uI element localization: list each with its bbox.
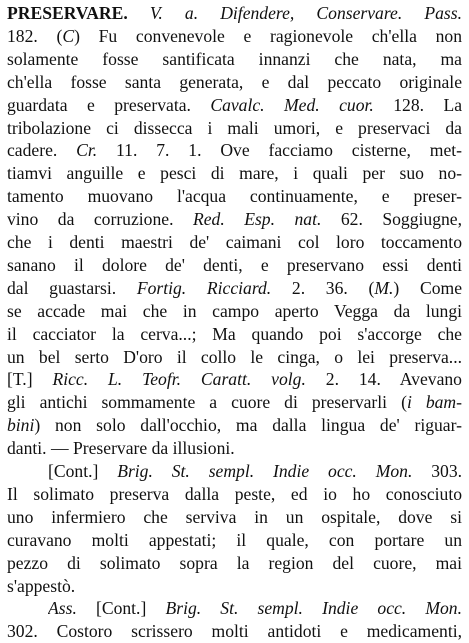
text-segment: Il solimato preserva dalla peste, ed io ho conosciuto xyxy=(7,483,462,504)
italic-text: i bam- xyxy=(406,392,462,413)
text-line xyxy=(7,529,462,552)
text-line xyxy=(7,620,462,643)
text-segment: 62. Soggiugne, xyxy=(321,209,462,230)
text-segment: pezzo di solimato sopra la region del cuore, mai xyxy=(7,552,462,573)
text-segment: 2. 14. Avevano xyxy=(305,369,462,390)
text-segment: solamente fosse santificata innanzi che nata, ma xyxy=(7,48,462,69)
text-line xyxy=(7,552,462,575)
text-line xyxy=(7,94,462,117)
text-segment: tribolazione ci dissecca i mali umori, e preservaci da xyxy=(7,117,462,138)
text-segment: vino da corruzione. xyxy=(7,209,193,230)
text-line xyxy=(7,437,462,460)
text-line xyxy=(7,231,462,254)
text-line xyxy=(7,117,462,140)
italic-text: Cavalc. Med. cuor. xyxy=(210,94,374,115)
text-line xyxy=(7,208,462,231)
italic-text: bini xyxy=(7,415,35,436)
text-line xyxy=(7,414,462,437)
italic-text: Ass. xyxy=(48,598,77,619)
text-segment: guardata e preservata. xyxy=(7,94,211,115)
italic-text: Red. Esp. nat. xyxy=(192,209,322,230)
text-line xyxy=(7,391,462,414)
text-line xyxy=(7,323,462,346)
text-segment: [Cont.] xyxy=(48,461,118,481)
text-segment: un bel serto D'oro il collo le cinga, o lei preserva... xyxy=(7,346,462,367)
text-segment: il cacciator la cerva...; Ma quando poi s'accorge che xyxy=(7,323,462,344)
text-segment: tiamvi anguille e pesci di mare, i quali per suo no- xyxy=(7,163,462,184)
text-segment: 11. 7. 1. Ove facciamo cisterne, met- xyxy=(97,140,462,161)
text-line xyxy=(7,368,462,391)
text-segment: danti. — Preservare da illusioni. xyxy=(7,438,235,459)
text-line xyxy=(7,254,462,277)
text-segment: ) Fu convenevole e ragionevole ch'ella non xyxy=(74,25,462,46)
text-segment: che i denti maestri de' caimani col loro toccamento xyxy=(7,232,462,252)
text-segment: 2. 36. ( xyxy=(271,277,375,298)
text-segment: se accade mai che in campo aperto Vegga da lungi xyxy=(7,300,462,321)
text-line xyxy=(7,506,462,529)
text-segment: [Cont.] xyxy=(76,598,166,619)
text-segment: dal guastarsi. xyxy=(7,277,137,298)
text-segment: gli antichi sommamente a cuore di preservarli ( xyxy=(7,392,407,413)
italic-text: C xyxy=(62,25,75,46)
text-line xyxy=(7,25,462,48)
text-line xyxy=(7,346,462,369)
text-segment: curavano molti appestati; il quale, con portare un xyxy=(7,529,462,550)
headword: PRESERVARE. xyxy=(7,3,128,23)
italic-text: V. a. Difendere, Conservare. Pass. xyxy=(149,3,462,23)
text-segment: 182. ( xyxy=(7,25,63,46)
text-segment: ch'ella fosse santa generata, e dal peccato originale xyxy=(7,71,462,92)
text-segment: ) non solo dall'occhio, ma dalla lingua de' riguar- xyxy=(34,415,462,436)
text-line xyxy=(7,139,462,162)
text-line xyxy=(7,575,462,598)
text-segment: cadere. xyxy=(7,140,77,161)
text-segment: 303. xyxy=(412,461,462,481)
text-segment: s'appestò. xyxy=(7,575,76,596)
text-line xyxy=(7,483,462,506)
text-segment: [T.] xyxy=(7,369,53,390)
italic-text: Cr. xyxy=(76,140,98,161)
italic-text: Fortig. Ricciard. xyxy=(136,277,272,298)
text-segment xyxy=(128,3,150,23)
text-segment: sanano il dolore de' denti, e preservano essi denti xyxy=(7,254,462,275)
text-segment: ) Come xyxy=(393,277,462,298)
text-segment: uno infermiero che serviva in un ospitale, dove si xyxy=(7,506,462,527)
text-line xyxy=(7,2,462,25)
italic-text: Brig. St. sempl. Indie occ. Mon. xyxy=(117,461,413,481)
text-segment: 302. Costoro scrissero molti antidoti e medicamenti, xyxy=(7,621,462,642)
italic-text: M. xyxy=(374,277,394,298)
text-line xyxy=(7,71,462,94)
text-segment: 128. La xyxy=(373,94,462,115)
text-line xyxy=(48,460,462,483)
text-line xyxy=(7,162,462,185)
text-line xyxy=(7,48,462,71)
text-line xyxy=(7,300,462,323)
italic-text: Ricc. L. Teofr. Caratt. volg. xyxy=(52,369,306,390)
text-segment: tamento muovano l'acqua continuamente, e preser- xyxy=(7,186,462,207)
text-line xyxy=(7,277,462,300)
text-line xyxy=(48,597,462,620)
italic-text: Brig. St. sempl. Indie occ. Mon. xyxy=(165,598,462,619)
text-line xyxy=(7,185,462,208)
